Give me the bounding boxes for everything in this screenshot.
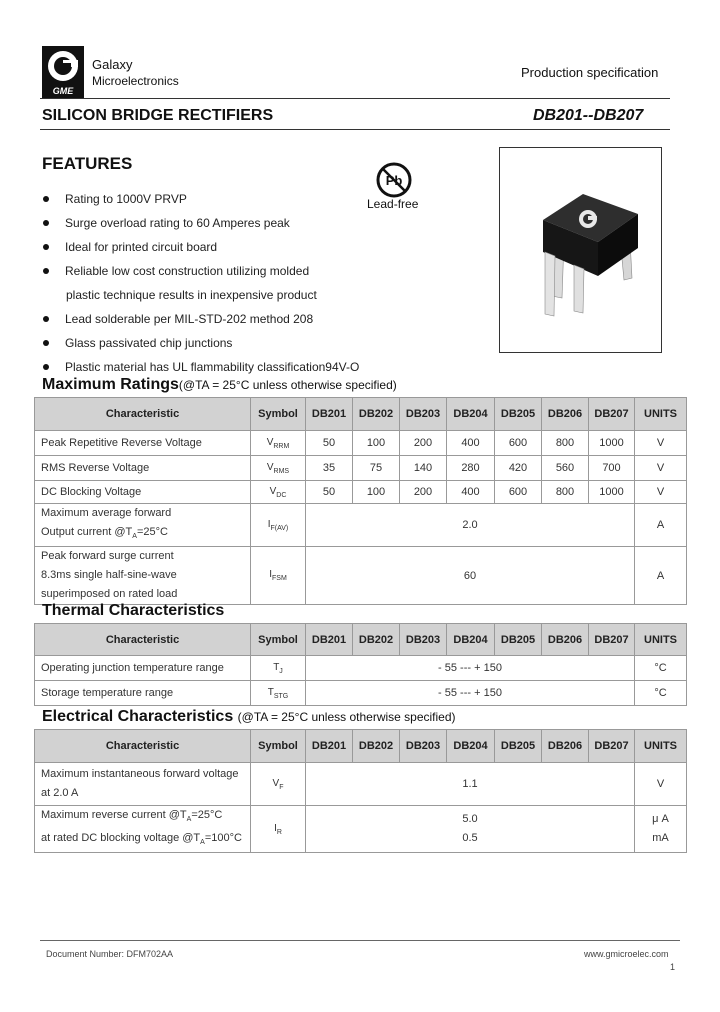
company-logo-icon — [42, 46, 84, 98]
table-row: Storage temperature range $T_{STG}$ - 55 --- + 150 °C — [35, 681, 687, 706]
col-header: UNITS — [635, 624, 687, 656]
col-header: DB205 — [495, 624, 542, 656]
spec-label: Production specification — [521, 65, 659, 80]
footer-divider — [40, 940, 680, 941]
thermal-heading: Thermal Characteristics — [42, 602, 225, 619]
feature-item: Reliable low cost construction utilizing molded — [43, 264, 309, 278]
max-ratings-table — [34, 397, 687, 605]
bullet-icon — [43, 196, 49, 202]
col-header: DB204 — [447, 730, 495, 763]
table-row: Maximum instantaneous forward voltage at 2.0 A $V_F$ 1.1 V — [35, 763, 687, 806]
feature-item: Glass passivated chip junctions — [43, 336, 232, 350]
col-header: DB202 — [353, 624, 400, 656]
svg-text:Pb: Pb — [385, 173, 403, 188]
max-ratings-note: (@TA = 25°C unless otherwise specified) — [178, 378, 397, 392]
table-row: DC Blocking Voltage $V_{DC}$ 50 100 200 400 600 800 1000 V — [35, 481, 687, 504]
bullet-icon — [43, 364, 49, 370]
company-name: Galaxy — [92, 57, 133, 72]
feature-item: Plastic material has UL flammability classification94V-O — [43, 360, 359, 374]
col-header: DB206 — [542, 624, 589, 656]
col-header: Characteristic — [35, 624, 251, 656]
col-header: DB205 — [495, 398, 542, 431]
table-row: Peak forward surge current 8.3ms single half-sine-wave superimposed on rated load $I_{FSM}$ 60 A — [35, 547, 687, 605]
feature-item-continued: plastic technique results in inexpensive product — [66, 288, 317, 302]
part-range: DB201--DB207 — [533, 107, 644, 124]
table-row: RMS Reverse Voltage $V_{RMS}$ 35 75 140 280 420 560 700 V — [35, 456, 687, 481]
header-divider — [40, 98, 670, 99]
col-header: Characteristic — [35, 730, 251, 763]
col-header: DB207 — [589, 730, 635, 763]
table-header-row — [35, 624, 687, 656]
logo-letters: GME — [52, 86, 74, 96]
table-header-row — [35, 398, 687, 431]
feature-item: Surge overload rating to 60 Amperes peak — [43, 216, 290, 230]
col-header: DB205 — [495, 730, 542, 763]
col-header: DB203 — [400, 730, 447, 763]
col-header: DB204 — [447, 398, 495, 431]
bullet-icon — [43, 316, 49, 322]
col-header: DB201 — [306, 730, 353, 763]
bullet-icon — [43, 220, 49, 226]
electrical-table — [34, 729, 687, 853]
feature-item: Lead solderable per MIL-STD-202 method 208 — [43, 312, 313, 326]
col-header: DB202 — [353, 730, 400, 763]
col-header: DB202 — [353, 398, 400, 431]
features-heading: FEATURES — [42, 154, 133, 173]
col-header: DB203 — [400, 398, 447, 431]
website-link[interactable]: www.gmicroelec.com — [584, 949, 669, 959]
col-header: UNITS — [635, 398, 687, 431]
col-header: UNITS — [635, 730, 687, 763]
document-title: SILICON BRIDGE RECTIFIERS — [42, 107, 274, 124]
electrical-heading: Electrical Characteristics (@TA = 25°C unless otherwise specified) — [42, 708, 456, 725]
col-header: Characteristic — [35, 398, 251, 431]
table-header-row — [35, 730, 687, 763]
bullet-icon — [43, 340, 49, 346]
col-header: DB201 — [306, 624, 353, 656]
package-image-frame — [499, 147, 662, 353]
lead-free-label: Lead-free — [367, 197, 419, 211]
col-header: DB206 — [542, 398, 589, 431]
col-header: DB204 — [447, 624, 495, 656]
bullet-icon — [43, 244, 49, 250]
col-header: DB207 — [589, 624, 635, 656]
company-subname: Microelectronics — [92, 74, 179, 88]
col-header: Symbol — [251, 730, 306, 763]
table-row: Peak Repetitive Reverse Voltage $V_{RRM}$ 50 100 200 400 600 800 1000 V — [35, 431, 687, 456]
col-header: DB201 — [306, 398, 353, 431]
bullet-icon — [43, 268, 49, 274]
feature-item: Rating to 1000V PRVP — [43, 192, 187, 206]
col-header: DB203 — [400, 624, 447, 656]
col-header: Symbol — [251, 398, 306, 431]
max-ratings-heading: Maximum Ratings(@TA = 25°C unless otherwise specified) — [42, 376, 397, 393]
feature-item: Ideal for printed circuit board — [43, 240, 217, 254]
electrical-note: (@TA = 25°C unless otherwise specified) — [237, 710, 456, 724]
col-header: DB206 — [542, 730, 589, 763]
table-row: Operating junction temperature range $T_J$ - 55 --- + 150 °C — [35, 656, 687, 681]
table-row: Maximum reverse current $@T_A=25^\circ C$ at rated DC blocking voltage $@T_A=100^\circ C$ $I_R$ 5.0 0.5 μ A mA — [35, 806, 687, 853]
title-divider — [40, 129, 670, 130]
bridge-rectifier-package-image — [500, 148, 661, 352]
thermal-table — [34, 623, 687, 706]
col-header: Symbol — [251, 624, 306, 656]
table-row: Maximum average forward Output current $@T_A=25^\circ C$ $I_{F(AV)}$ 2.0 A — [35, 504, 687, 547]
document-number: Document Number: DFM702AA — [46, 949, 174, 959]
lead-free-icon — [375, 161, 413, 199]
col-header: DB207 — [589, 398, 635, 431]
page-number: 1 — [670, 962, 676, 972]
